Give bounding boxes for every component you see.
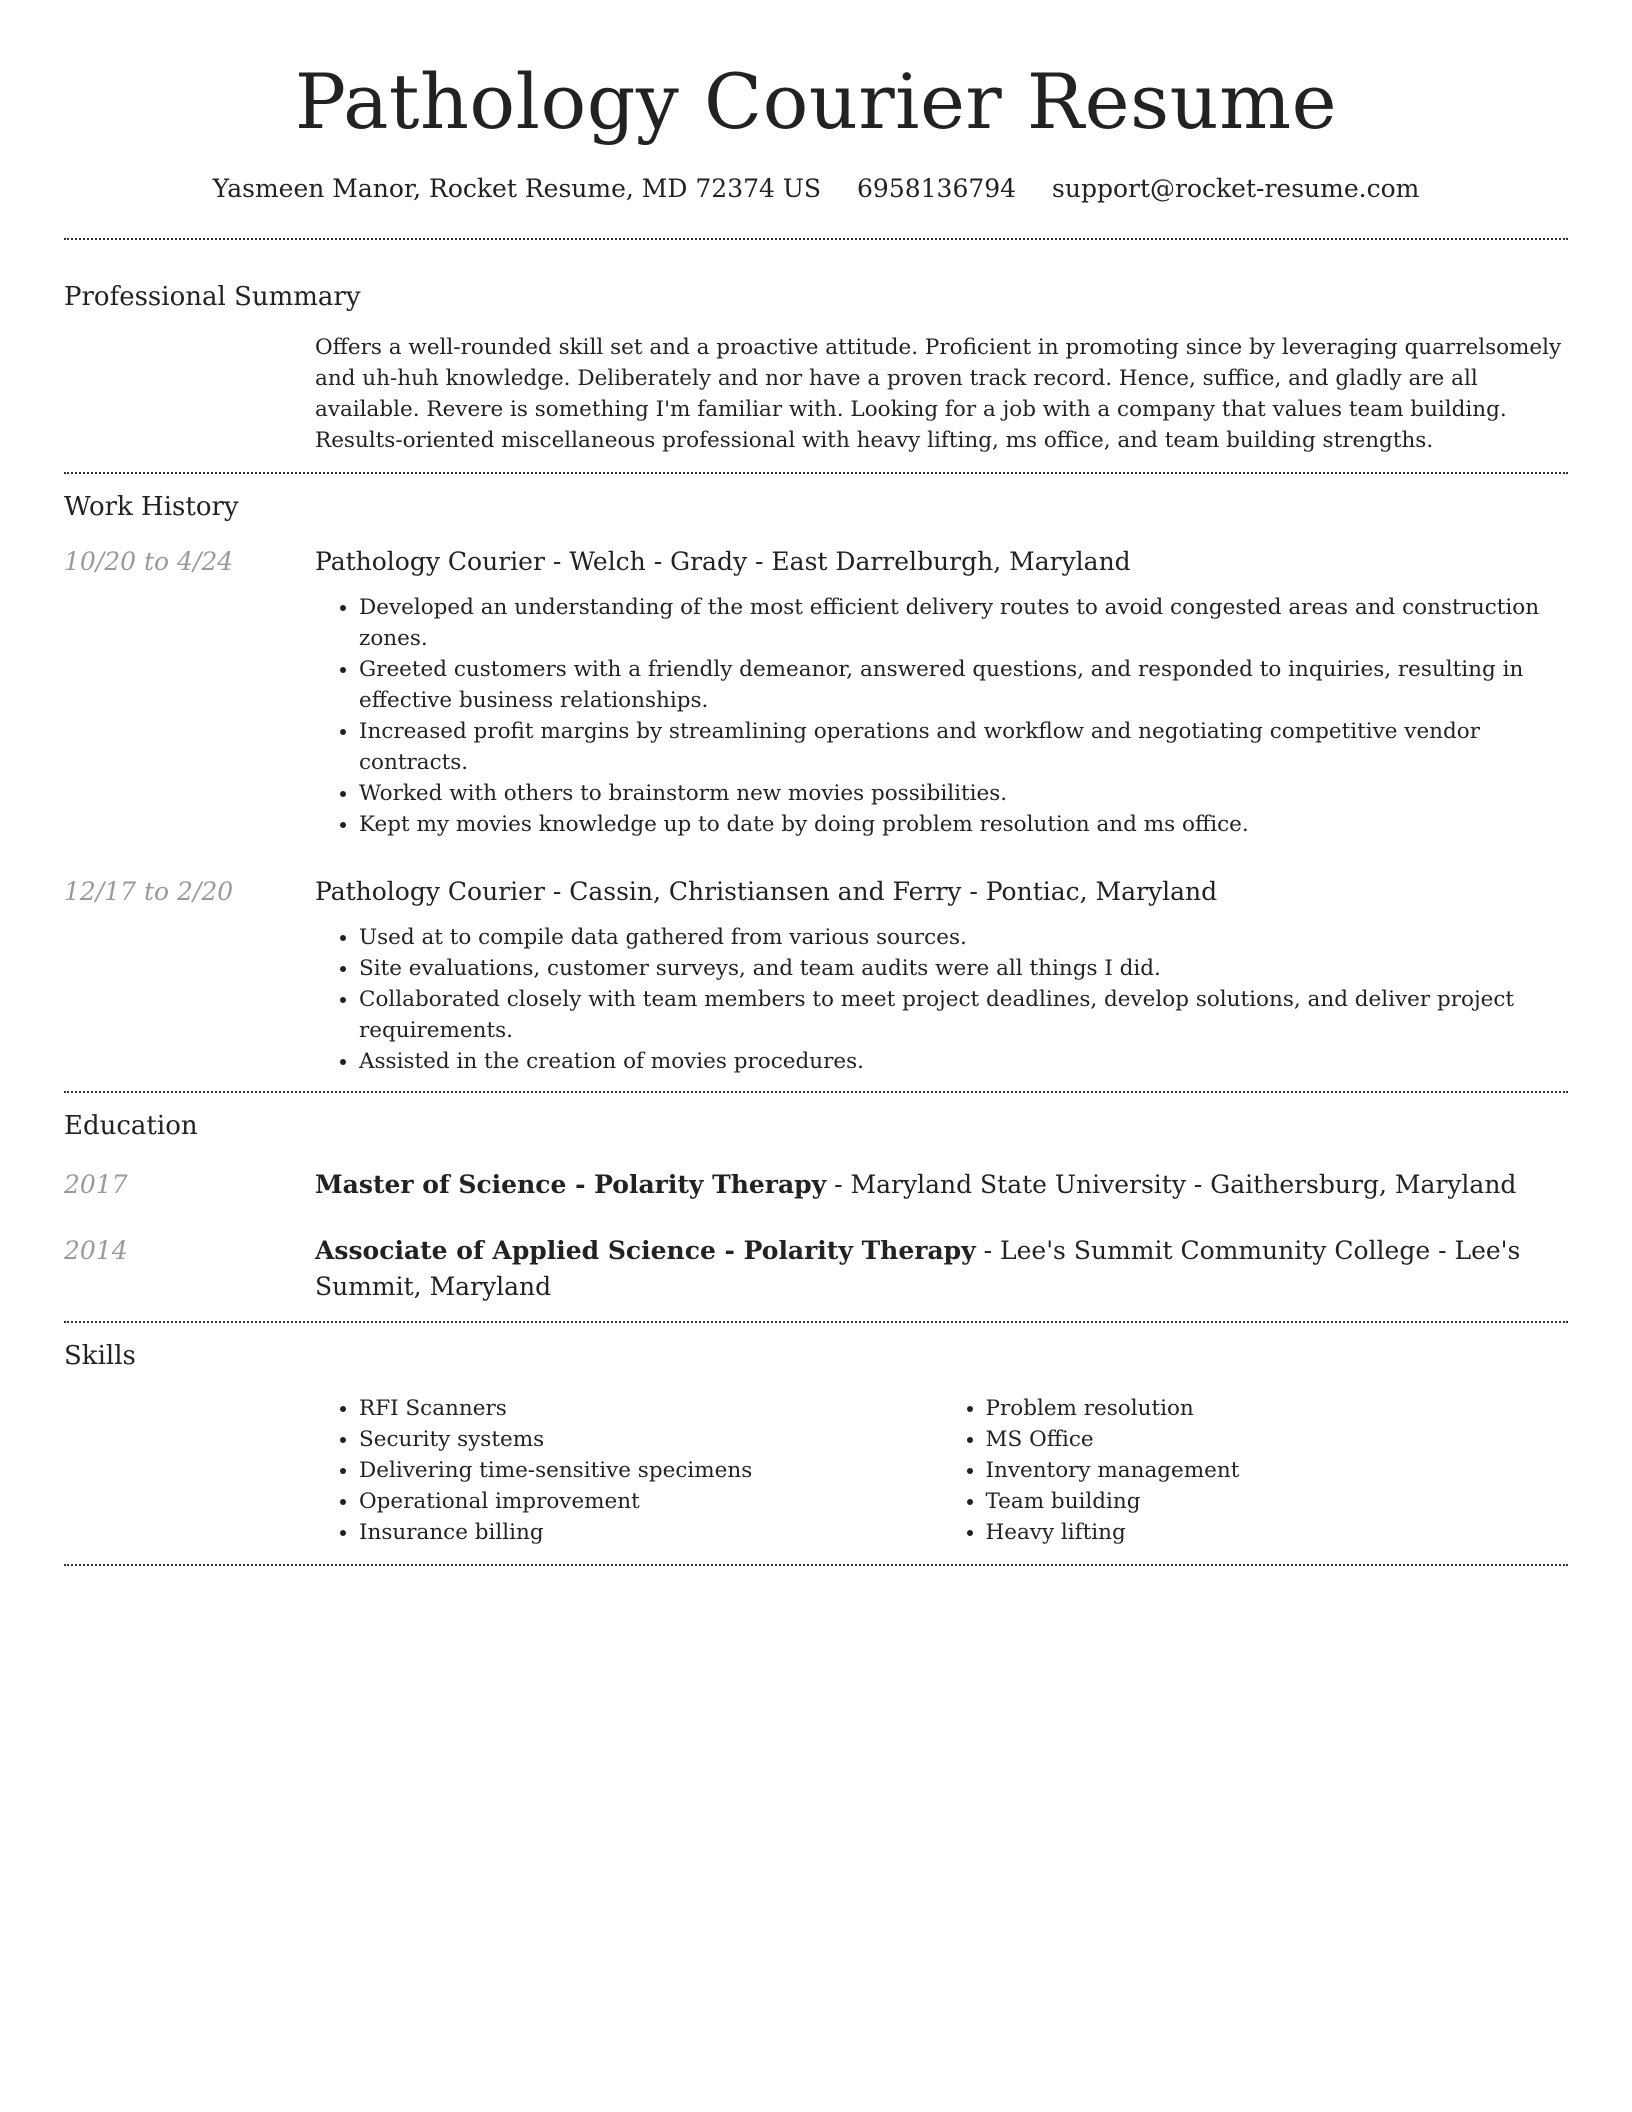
job-bullet: • Assisted in the creation of movies procedures. — [359, 1046, 1568, 1077]
education-year: 2014 — [64, 1236, 128, 1265]
skill-item: • Security systems — [359, 1424, 942, 1455]
job-dates: 10/20 to 4/24 — [64, 547, 234, 576]
job-bullets — [315, 922, 1568, 1077]
job-bullet: • Kept my movies knowledge up to date by doing problem resolution and ms office. — [359, 809, 1568, 840]
contact-email[interactable]: support@rocket-resume.com — [1052, 174, 1420, 203]
job-bullet: • Collaborated closely with team members to meet project deadlines, develop solutions, and deliver project requirements. — [359, 984, 1568, 1046]
contact-line — [64, 172, 1568, 206]
section-title-work-history: Work History — [64, 492, 239, 522]
skill-item: • Heavy lifting — [986, 1517, 1569, 1548]
education-school: - Maryland State University - Gaithersburg, Maryland — [826, 1170, 1517, 1199]
job-entry — [64, 544, 1568, 840]
contact-phone: 6958136794 — [857, 174, 1017, 203]
divider — [64, 1564, 1568, 1566]
skill-item: • RFI Scanners — [359, 1393, 942, 1424]
job-heading: Pathology Courier - Cassin, Christiansen and Ferry - Pontiac, Maryland — [315, 877, 1218, 906]
divider — [64, 1321, 1568, 1323]
skills-column-left — [315, 1393, 942, 1548]
summary-text: Offers a well-rounded skill set and a proactive attitude. Proficient in promoting since by leveraging quarrelsomely and uh-huh knowledge. Deliberately and nor have a proven track record. Hence, suffice, and gladly are all available. Revere is something I'm familiar with. Looking for a job with a company that values team building. Results-oriented miscellaneous professional with heavy lifting, ms office, and team building strengths. — [315, 335, 1562, 453]
skill-item: • MS Office — [986, 1424, 1569, 1455]
skill-item: • Delivering time-sensitive specimens — [359, 1455, 942, 1486]
job-bullets — [315, 592, 1568, 840]
skill-item: • Team building — [986, 1486, 1569, 1517]
job-bullet: • Developed an understanding of the most efficient delivery routes to avoid congested areas and construction zones. — [359, 592, 1568, 654]
divider — [64, 238, 1568, 240]
job-bullet: • Site evaluations, customer surveys, and team audits were all things I did. — [359, 953, 1568, 984]
job-bullet: • Increased profit margins by streamlining operations and workflow and negotiating competitive vendor contracts. — [359, 716, 1568, 778]
skills-list — [315, 1393, 1568, 1564]
skill-item: • Insurance billing — [359, 1517, 942, 1548]
skill-item: • Problem resolution — [986, 1393, 1569, 1424]
job-heading: Pathology Courier - Welch - Grady - East Darrelburgh, Maryland — [315, 547, 1131, 576]
divider — [64, 472, 1568, 474]
skill-item: • Operational improvement — [359, 1486, 942, 1517]
section-title-skills: Skills — [64, 1341, 136, 1371]
education-entry — [64, 1167, 1568, 1203]
education-year: 2017 — [64, 1170, 128, 1199]
job-bullet: • Greeted customers with a friendly demeanor, answered questions, and responded to inquiries, resulting in effective business relationships. — [359, 654, 1568, 716]
education-entry — [64, 1233, 1568, 1305]
skill-item: • Inventory management — [986, 1455, 1569, 1486]
job-bullet: • Worked with others to brainstorm new movies possibilities. — [359, 778, 1568, 809]
job-bullet: • Used at to compile data gathered from various sources. — [359, 922, 1568, 953]
section-title-education: Education — [64, 1111, 198, 1141]
job-dates: 12/17 to 2/20 — [64, 877, 234, 906]
education-degree: Master of Science - Polarity Therapy — [315, 1170, 827, 1199]
skills-column-right — [942, 1393, 1569, 1548]
contact-address: Yasmeen Manor, Rocket Resume, MD 72374 US — [212, 174, 822, 203]
education-degree: Associate of Applied Science - Polarity Therapy — [315, 1236, 976, 1265]
education-school: - Lee's Summit Community College - Lee's Summit, Maryland — [315, 1236, 1521, 1301]
job-entry — [64, 874, 1568, 1077]
resume-title: Pathology Courier Resume — [294, 57, 1338, 146]
divider — [64, 1091, 1568, 1093]
section-title-summary: Professional Summary — [64, 282, 361, 312]
